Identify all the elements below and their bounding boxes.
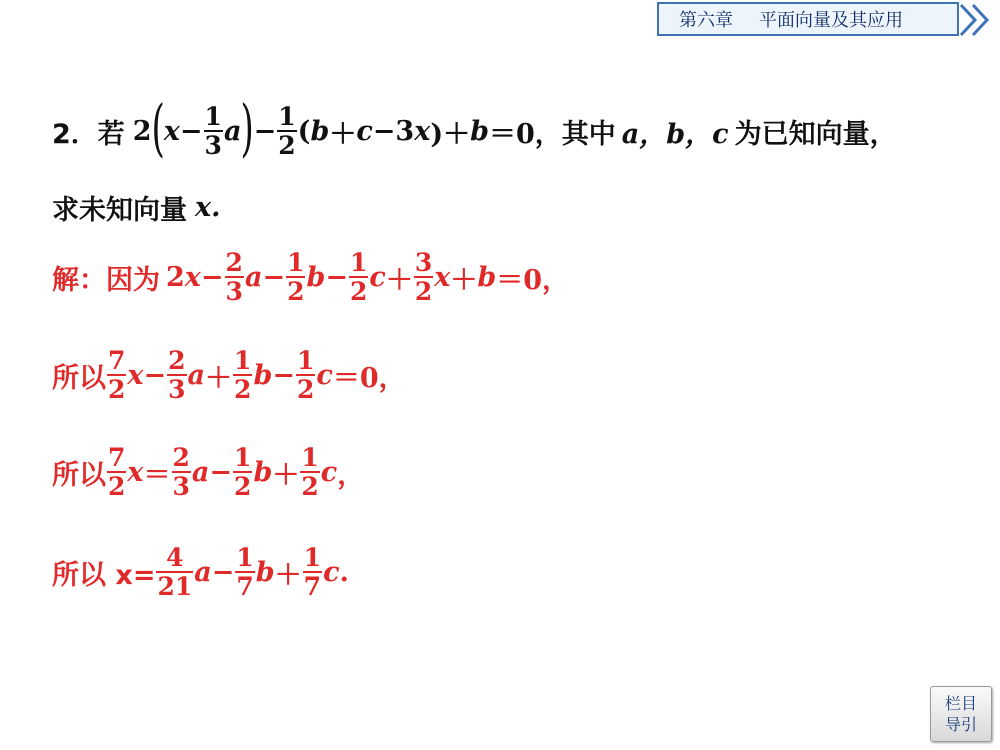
solution-line-2	[52, 348, 406, 402]
solution-line-1	[52, 250, 569, 304]
solution-equation-3: $\frac{7}{2}$ x ＝ $\frac{2}{3}$ a − $\frac{1}{2}$ b ＋ $\frac{1}{2}$ c ，	[108, 443, 365, 501]
solution-so-1: 所以	[52, 362, 106, 394]
nav-label-line1: 栏目	[944, 694, 977, 713]
problem-known: 为已知向量，	[734, 118, 897, 150]
problem-line-1	[52, 91, 897, 164]
equation-expression: 2 ( x − $\frac{1}{3}$ a ) − $\frac{1}{2}$ ( b ＋ c −3 x )＋ b ＝0	[132, 91, 535, 164]
chapter-header-tab	[657, 2, 959, 36]
chapter-number: 第六章	[679, 10, 733, 31]
solution-so-x: 所以 x=	[52, 559, 156, 591]
problem-vectors: a，b，c	[621, 118, 729, 150]
solution-label: 解：因为	[52, 264, 160, 296]
problem-where: ，其中	[534, 118, 616, 150]
solution-equation-2: $\frac{7}{2}$ x − $\frac{2}{3}$ a ＋ $\frac{1}{2}$ b − $\frac{1}{2}$ c ＝0，	[108, 346, 406, 404]
section-nav-button[interactable]	[930, 686, 992, 742]
problem-line-2	[52, 188, 221, 227]
solution-equation-1: 2 x − $\frac{2}{3}$ a − $\frac{1}{2}$ b − $\frac{1}{2}$ c ＋ $\frac{3}{2}$ x ＋ b ＝0，	[166, 248, 570, 306]
problem-ask-var: x.	[195, 192, 221, 223]
problem-ask: 求未知向量	[52, 195, 187, 226]
solution-equation-4: $\frac{4}{21}$ a − $\frac{1}{7}$ b ＋ $\frac{1}{7}$ c .	[157, 543, 349, 601]
nav-label-line2: 导引	[944, 715, 977, 734]
chevron-right-icon	[955, 1, 1000, 39]
solution-line-4	[52, 545, 349, 599]
solution-so-2: 所以	[52, 459, 106, 491]
solution-line-3	[52, 445, 364, 499]
chapter-title: 平面向量及其应用	[759, 10, 903, 31]
problem-number: 2．若	[52, 118, 125, 150]
